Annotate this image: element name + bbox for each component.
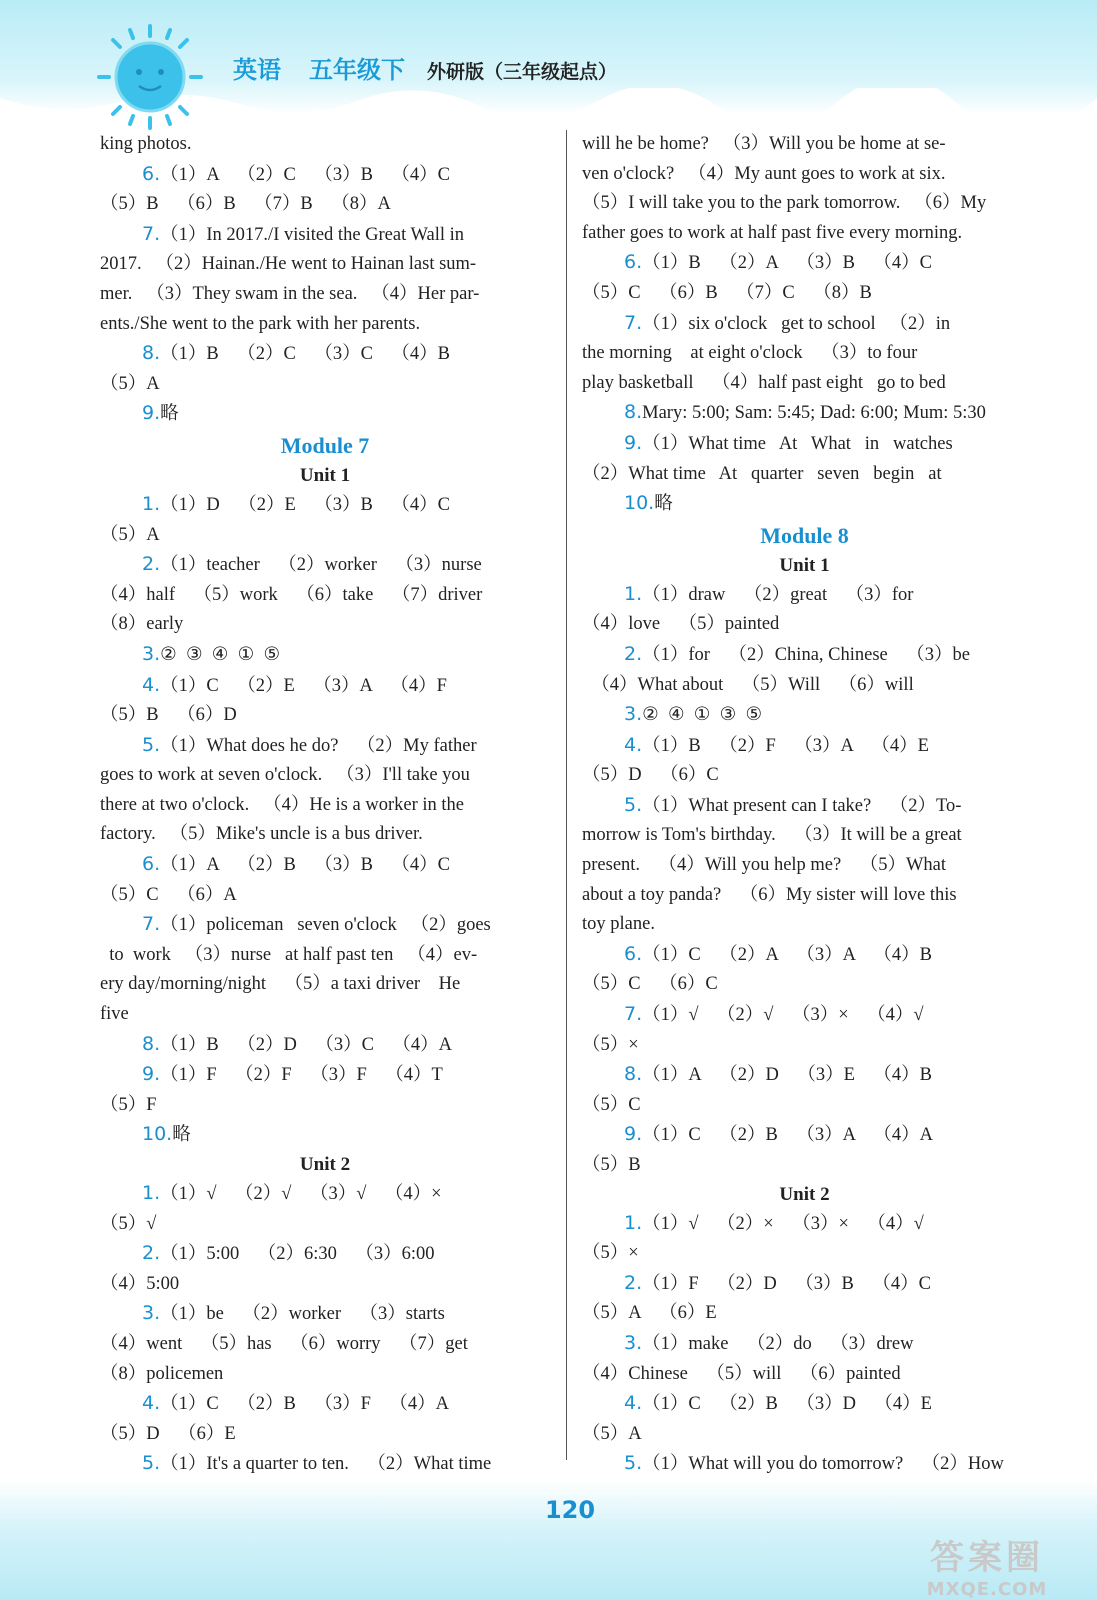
answer-line: （5）× <box>582 1034 639 1055</box>
answer-line <box>100 160 550 191</box>
question-number: 8. <box>142 342 161 365</box>
answer-text: 略 <box>172 1125 191 1146</box>
answer-line <box>582 1329 1027 1360</box>
module-heading: Module 7 <box>280 432 370 458</box>
answer-line <box>100 550 550 581</box>
answer-line: ery day/morning/night （5）a taxi driver He <box>100 974 461 995</box>
answer-line: （4）went （5）has （6）worry （7）get <box>100 1333 468 1354</box>
question-number: 9. <box>142 1063 161 1086</box>
question-number: 1. <box>624 1211 643 1234</box>
unit-heading: Unit 2 <box>299 1154 351 1175</box>
question-number: 1. <box>142 1182 161 1204</box>
question-number: 3. <box>142 1302 161 1325</box>
answer-text: （1）It's a quarter to ten. （2）What time <box>160 1454 492 1475</box>
answer-line: （5）C （6）A <box>100 884 237 905</box>
answer-text: （1）5:00 （2）6:30 （3）6:00 <box>160 1244 435 1265</box>
answer-line: （4）half （5）work （6）take （7）driver <box>100 584 483 605</box>
answer-line: （5）C （6）B （7）C （8）B <box>582 282 872 303</box>
answer-line <box>100 671 550 702</box>
answer-line: （5）A （6）E <box>582 1303 717 1324</box>
answer-text: （1）√ （2）× （3）× （4）√ <box>642 1213 924 1234</box>
answer-line <box>582 731 1027 762</box>
watermark-url: MXQE.COM <box>926 1579 1048 1600</box>
answer-line: （5）× <box>582 1243 639 1264</box>
answer-text: （1）be （2）worker （3）starts <box>160 1304 445 1325</box>
right-answer-column <box>582 130 1027 1480</box>
answer-line: king photos. <box>100 134 192 154</box>
answer-line <box>582 489 1027 520</box>
question-number: 6. <box>624 942 643 965</box>
answer-line: （5）D （6）E <box>100 1423 236 1444</box>
sun-icon <box>95 22 205 132</box>
answer-line: 2017. （2）Hainan./He went to Hainan last sum- <box>100 254 477 275</box>
question-number: 9. <box>624 431 643 454</box>
answer-line <box>100 850 550 881</box>
question-number: 2. <box>624 1271 643 1294</box>
answer-line: factory. （5）Mike's uncle is a bus driver. <box>100 824 423 845</box>
question-number: 3. <box>624 1331 643 1354</box>
answer-line <box>582 1120 1027 1151</box>
question-number: 5. <box>624 793 643 816</box>
answer-line: mer. （3）They swam in the sea. （4）Her par- <box>100 283 480 304</box>
answer-line <box>100 490 550 521</box>
answer-text: （1）√ （2）√ （3）× （4）√ <box>642 1005 924 1026</box>
watermark <box>897 1530 1077 1600</box>
answer-line <box>100 731 550 762</box>
answer-line: toy plane. <box>582 914 655 935</box>
answer-text: 略 <box>654 494 673 515</box>
answer-line: （5）I will take you to the park tomorrow. （6）My <box>582 193 987 214</box>
answer-text: （1）What does he do? （2）My father <box>160 735 477 756</box>
question-number: 7. <box>142 222 161 245</box>
answer-text: （1）D （2）E （3）B （4）C <box>160 494 450 515</box>
answer-line: （4）love （5）painted <box>582 614 780 635</box>
answer-text: （1）F （2）F （3）F （4）T <box>160 1065 443 1086</box>
answer-line: （8）policemen <box>100 1363 224 1384</box>
answer-line: （4）5:00 <box>100 1273 180 1294</box>
module-heading: Module 8 <box>760 522 849 548</box>
answer-line: （5）C <box>582 1094 641 1115</box>
answer-line: （5）√ <box>100 1213 157 1234</box>
answer-line <box>582 640 1027 671</box>
header-edition: 外研版（三年级起点） <box>427 61 618 83</box>
answer-line <box>100 1179 550 1210</box>
question-number: 6. <box>142 162 161 185</box>
answer-text: （1）C （2）B （3）F （4）A <box>160 1394 449 1415</box>
answer-line <box>582 1269 1027 1300</box>
question-number: 6. <box>624 251 643 274</box>
header-title <box>233 50 617 90</box>
answer-line: （5）F <box>100 1094 157 1115</box>
watermark-cn: 答案圈 <box>930 1538 1044 1578</box>
question-number: 5. <box>142 733 161 756</box>
answer-text: （1）policeman seven o'clock （2）goes <box>160 915 491 936</box>
left-answer-column <box>100 130 550 1480</box>
answer-line <box>582 1000 1027 1031</box>
answer-line <box>100 910 550 941</box>
answer-line: （5）B （6）B （7）B （8）A <box>100 194 391 215</box>
answer-line: （4）What about （5）Will （6）will <box>582 674 914 695</box>
answer-line <box>582 940 1027 971</box>
answer-text: （1）√ （2）√ （3）√ （4）× <box>160 1184 442 1204</box>
answer-line <box>582 580 1027 611</box>
question-number: 2. <box>624 642 643 665</box>
question-number: 4. <box>624 733 643 756</box>
header-subject: 英语 <box>233 56 281 84</box>
answer-line <box>582 700 1027 731</box>
answer-line: （5）B （6）D <box>100 705 237 726</box>
answer-line: about a toy panda? （6）My sister will love this <box>582 884 957 905</box>
answer-line: five <box>100 1004 129 1025</box>
answer-line: ents./She went to the park with her parents. <box>100 313 421 334</box>
answer-text: ② ③ ④ ① ⑤ <box>160 644 281 665</box>
question-number: 7. <box>624 1003 643 1026</box>
answer-line: （5）A <box>582 1423 642 1444</box>
answer-text: 略 <box>160 404 179 425</box>
answer-line: （5）A <box>100 524 160 545</box>
question-number: 10. <box>624 492 655 515</box>
answer-line <box>582 429 1027 460</box>
answer-line: play basketball （4）half past eight go to bed <box>582 372 946 393</box>
answer-line: ven o'clock? （4）My aunt goes to work at six. <box>582 163 946 184</box>
question-number: 10. <box>142 1123 173 1146</box>
question-number: 3. <box>624 703 643 726</box>
answer-text: （1）B （2）C （3）C （4）B <box>160 344 450 365</box>
answer-line <box>100 1239 550 1270</box>
answer-line: （5）C （6）C <box>582 974 718 995</box>
answer-text: （1）C （2）A （3）A （4）B <box>642 944 932 965</box>
answer-text: （1）What time At What in watches <box>642 433 953 454</box>
question-number: 7. <box>142 913 161 936</box>
question-number: 9. <box>142 402 161 425</box>
question-number: 4. <box>142 673 161 696</box>
answer-text: （1）B （2）D （3）C （4）A <box>160 1034 453 1055</box>
answer-line <box>100 1389 550 1420</box>
page-number: 120 <box>544 1496 596 1524</box>
answer-line: （2）What time At quarter seven begin at <box>582 463 942 484</box>
answer-line <box>100 339 550 370</box>
answer-text: （1）What present can I take? （2）To- <box>642 795 962 816</box>
answer-line <box>582 791 1027 822</box>
answer-line: the morning at eight o'clock （3）to four <box>582 343 918 364</box>
answer-line: （5）A <box>100 373 160 394</box>
answer-line <box>100 399 550 430</box>
question-number: 5. <box>624 1452 643 1475</box>
answer-line: father goes to work at half past five every morning. <box>582 222 963 243</box>
answer-text: （1）What will you do tomorrow? （2）How <box>642 1454 1004 1475</box>
question-number: 9. <box>624 1123 643 1146</box>
question-number: 1. <box>142 492 161 515</box>
answer-line: goes to work at seven o'clock. （3）I'll take you <box>100 765 470 786</box>
unit-heading: Unit 1 <box>299 464 351 486</box>
answer-text: Mary: 5:00; Sam: 5:45; Dad: 6:00; Mum: 5:30 <box>642 403 986 424</box>
answer-line <box>100 1060 550 1091</box>
question-number: 1. <box>624 582 643 605</box>
question-number: 2. <box>142 553 161 576</box>
answer-text: （1）B （2）A （3）B （4）C <box>642 253 932 274</box>
answer-text: （1）F （2）D （3）B （4）C <box>642 1273 931 1294</box>
answer-text: （1）In 2017./I visited the Great Wall in <box>160 224 465 245</box>
answer-text: （1）A （2）C （3）B （4）C <box>160 164 450 185</box>
answer-line: to work （3）nurse at half past ten （4）ev- <box>100 944 478 965</box>
answer-line <box>582 1389 1027 1420</box>
answer-line <box>582 309 1027 340</box>
question-number: 5. <box>142 1452 161 1475</box>
answer-text: （1）six o'clock get to school （2）in <box>642 313 951 334</box>
answer-text: （1）teacher （2）worker （3）nurse <box>160 555 482 576</box>
answer-line <box>582 1209 1027 1240</box>
question-number: 8. <box>142 1032 161 1055</box>
answer-line <box>100 1030 550 1061</box>
question-number: 2. <box>142 1242 161 1265</box>
answer-text: （1）draw （2）great （3）for <box>642 584 914 605</box>
header-grade: 五年级下 <box>309 56 405 84</box>
question-number: 4. <box>142 1392 161 1415</box>
answer-line: （5）D （6）C <box>582 765 719 786</box>
answer-line: will he be home? （3）Will you be home at se- <box>582 134 946 154</box>
question-number: 8. <box>624 401 643 424</box>
answer-text: （1）for （2）China, Chinese （3）be <box>642 644 970 665</box>
question-number: 4. <box>624 1392 643 1415</box>
question-number: 6. <box>142 853 161 876</box>
answer-line: （4）Chinese （5）will （6）painted <box>582 1363 901 1384</box>
answer-line: present. （4）Will you help me? （5）What <box>582 855 947 876</box>
answer-line: （8）early <box>100 614 184 635</box>
answer-text: （1）make （2）do （3）drew <box>642 1333 914 1354</box>
question-number: 7. <box>624 311 643 334</box>
answer-text: （1）C （2）B （3）D （4）E <box>642 1394 932 1415</box>
answer-line <box>582 248 1027 279</box>
column-divider <box>566 130 567 1460</box>
answer-line <box>100 1120 550 1151</box>
answer-text: （1）C （2）E （3）A （4）F <box>160 675 447 696</box>
answer-text: （1）C （2）B （3）A （4）A <box>642 1125 934 1146</box>
answer-line <box>582 398 1027 429</box>
question-number: 3. <box>142 642 161 665</box>
answer-text: （1）A （2）B （3）B （4）C <box>160 855 450 876</box>
answer-line <box>100 1299 550 1330</box>
unit-heading: Unit 2 <box>779 1183 830 1205</box>
answer-line: there at two o'clock. （4）He is a worker in the <box>100 794 464 815</box>
answer-text: （1）B （2）F （3）A （4）E <box>642 735 929 756</box>
answer-line <box>100 220 550 251</box>
answer-line: （5）B <box>582 1155 641 1175</box>
answer-text: （1）A （2）D （3）E （4）B <box>642 1065 932 1086</box>
question-number: 8. <box>624 1063 643 1086</box>
answer-line <box>100 1449 550 1480</box>
answer-line <box>582 1060 1027 1091</box>
unit-heading: Unit 1 <box>779 554 830 576</box>
answer-line <box>582 1449 1027 1480</box>
answer-text: ② ④ ① ③ ⑤ <box>642 705 763 726</box>
answer-line <box>100 640 550 671</box>
answer-line: morrow is Tom's birthday. （3）It will be a great <box>582 825 962 846</box>
